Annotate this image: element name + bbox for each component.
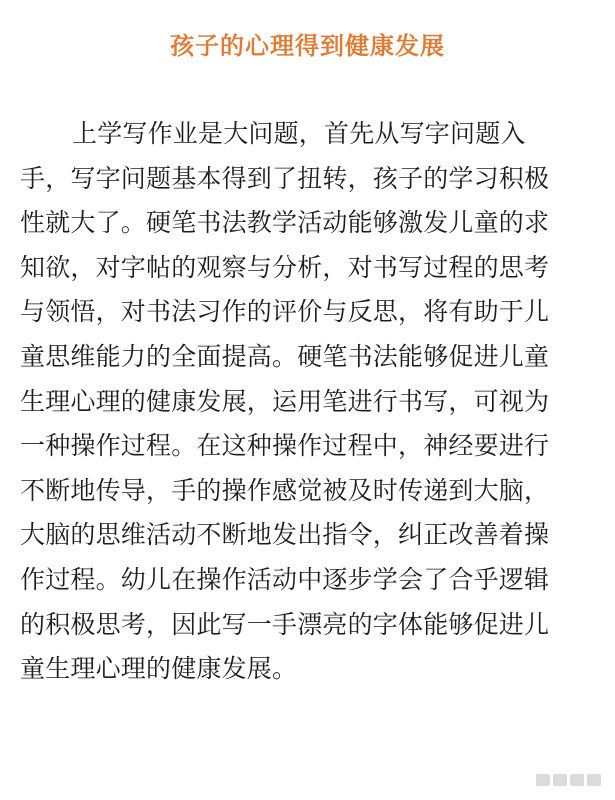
body-line: 童生理心理的健康发展。 bbox=[20, 654, 298, 684]
article-title: 孩子的心理得到健康发展 bbox=[170, 32, 445, 60]
body-line: 生理心理的健康发展，运用笔进行书写，可视为 bbox=[20, 386, 550, 416]
body-line: 大脑的思维活动不断地发出指令，纠正改善着操 bbox=[20, 520, 550, 550]
body-line: 性就大了。硬笔书法教学活动能够激发儿童的求 bbox=[20, 208, 550, 238]
body-line: 一种操作过程。在这种操作过程中，神经要进行 bbox=[20, 431, 550, 461]
watermark-icon bbox=[536, 774, 601, 786]
article-body bbox=[20, 112, 595, 692]
body-line: 手，写字问题基本得到了扭转，孩子的学习积极 bbox=[20, 163, 550, 193]
body-line: 知欲，对字帖的观察与分析，对书写过程的思考 bbox=[20, 252, 550, 282]
body-line: 的积极思考，因此写一手漂亮的字体能够促进儿 bbox=[20, 609, 550, 639]
body-line: 上学写作业是大问题，首先从写字问题入 bbox=[72, 119, 526, 148]
body-line: 作过程。幼儿在操作活动中逐步学会了合乎逻辑 bbox=[20, 564, 550, 594]
body-line: 童思维能力的全面提高。硬笔书法能够促进儿童 bbox=[20, 341, 550, 371]
body-line: 不断地传导，手的操作感觉被及时传递到大脑， bbox=[20, 475, 550, 505]
body-line: 与领悟，对书法习作的评价与反思，将有助于儿 bbox=[20, 297, 550, 327]
